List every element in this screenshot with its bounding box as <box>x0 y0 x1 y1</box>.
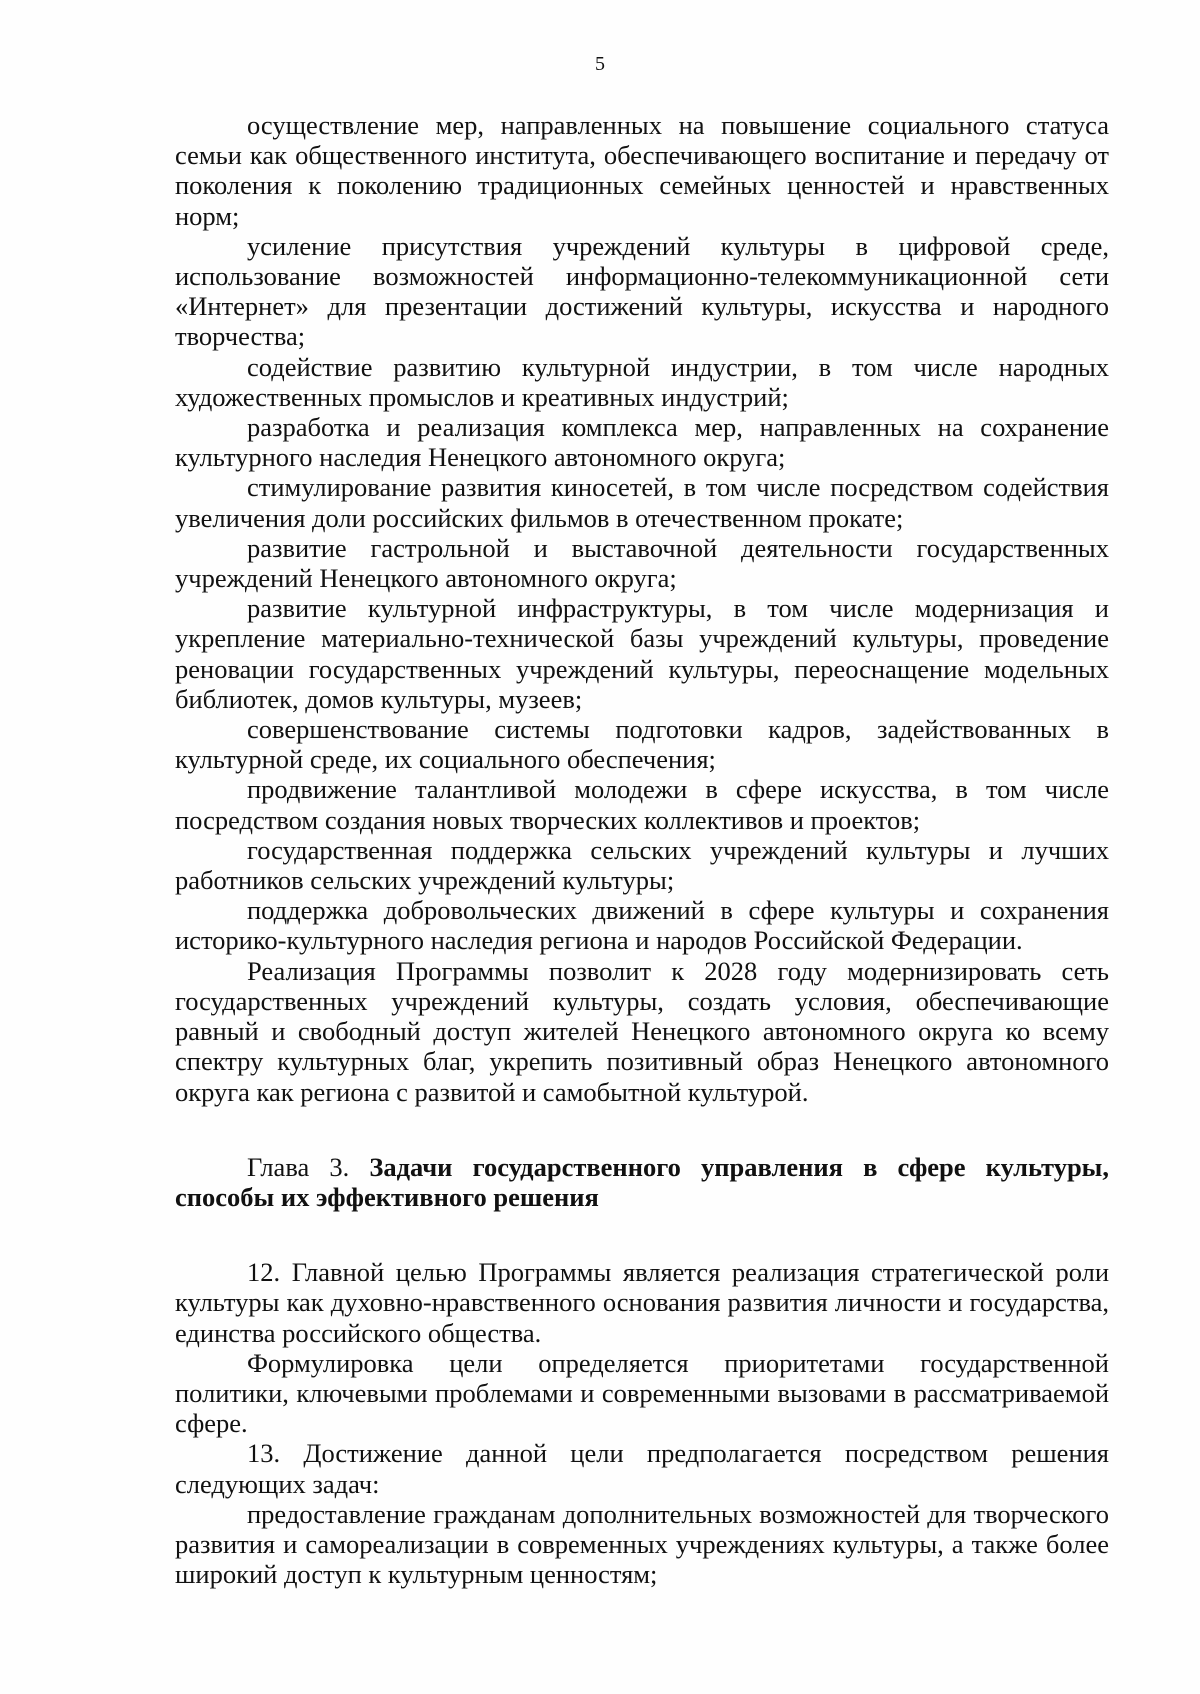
chapter-heading-title: Задачи государственного управления в сфере культуры, способы их эффективного решения <box>175 1151 1109 1212</box>
paragraph: 12. Главной целью Программы является реализация стратегической роли культуры как духовно-нравственного основания развития личности и государства, единства российского общества. <box>175 1257 1109 1348</box>
section-spacer <box>175 1107 1109 1152</box>
document-body <box>175 110 1109 1589</box>
paragraph: развитие культурной инфраструктуры, в том числе модернизация и укрепление материально-технической базы учреждений культуры, проведение реновации государственных учреждений культуры, переоснащение модельных библиотек, домов культуры, музеев; <box>175 593 1109 714</box>
paragraph: 13. Достижение данной цели предполагается посредством решения следующих задач: <box>175 1438 1109 1499</box>
chapter-heading-prefix: Глава 3. <box>247 1151 370 1182</box>
paragraph: совершенствование системы подготовки кадров, задействованных в культурной среде, их социального обеспечения; <box>175 714 1109 775</box>
section-spacer <box>175 1212 1109 1257</box>
paragraph: государственная поддержка сельских учреждений культуры и лучших работников сельских учреждений культуры; <box>175 834 1109 896</box>
paragraph: Формулировка цели определяется приоритетами государственной политики, ключевыми проблемами и современными вызовами в рассматриваемой сфере. <box>175 1347 1109 1439</box>
paragraph: Реализация Программы позволит к 2028 году модернизировать сеть государственных учреждений культуры, создать условия, обеспечивающие равный и свободный доступ жителей Ненецкого автономного округа ко всему спектру культурных благ, укрепить позитивный образ Ненецкого автономного округа как региона с развитой и самобытной культурой. <box>175 955 1109 1107</box>
paragraph: содействие развитию культурной индустрии, в том числе народных художественных промыслов и креативных индустрий; <box>175 351 1109 412</box>
chapter-heading <box>175 1152 1109 1212</box>
page-number: 5 <box>595 53 605 75</box>
paragraph: развитие гастрольной и выставочной деятельности государственных учреждений Ненецкого автономного округа; <box>175 532 1109 594</box>
paragraph: усиление присутствия учреждений культуры в цифровой среде, использование возможностей информационно-телекоммуникационной сети «Интернет» для презентации достижений культуры, искусства и народного творчества; <box>175 230 1109 352</box>
paragraph: поддержка добровольческих движений в сфере культуры и сохранения историко-культурного наследия региона и народов Российской Федерации. <box>175 895 1109 956</box>
paragraph: предоставление гражданам дополнительных возможностей для творческого развития и самореализации в современных учреждениях культуры, а также более широкий доступ к культурным ценностям; <box>175 1498 1109 1590</box>
paragraph: продвижение талантливой молодежи в сфере искусства, в том числе посредством создания новых творческих коллективов и проектов; <box>175 774 1109 835</box>
paragraph: разработка и реализация комплекса мер, направленных на сохранение культурного наследия Ненецкого автономного округа; <box>175 412 1109 473</box>
paragraph: стимулирование развития киносетей, в том числе посредством содействия увеличения доли российских фильмов в отечественном прокате; <box>175 472 1109 533</box>
paragraph: осуществление мер, направленных на повышение социального статуса семьи как общественного института, обеспечивающего воспитание и передачу от поколения к поколению традиционных семейных ценностей и нравственных норм; <box>175 110 1109 231</box>
